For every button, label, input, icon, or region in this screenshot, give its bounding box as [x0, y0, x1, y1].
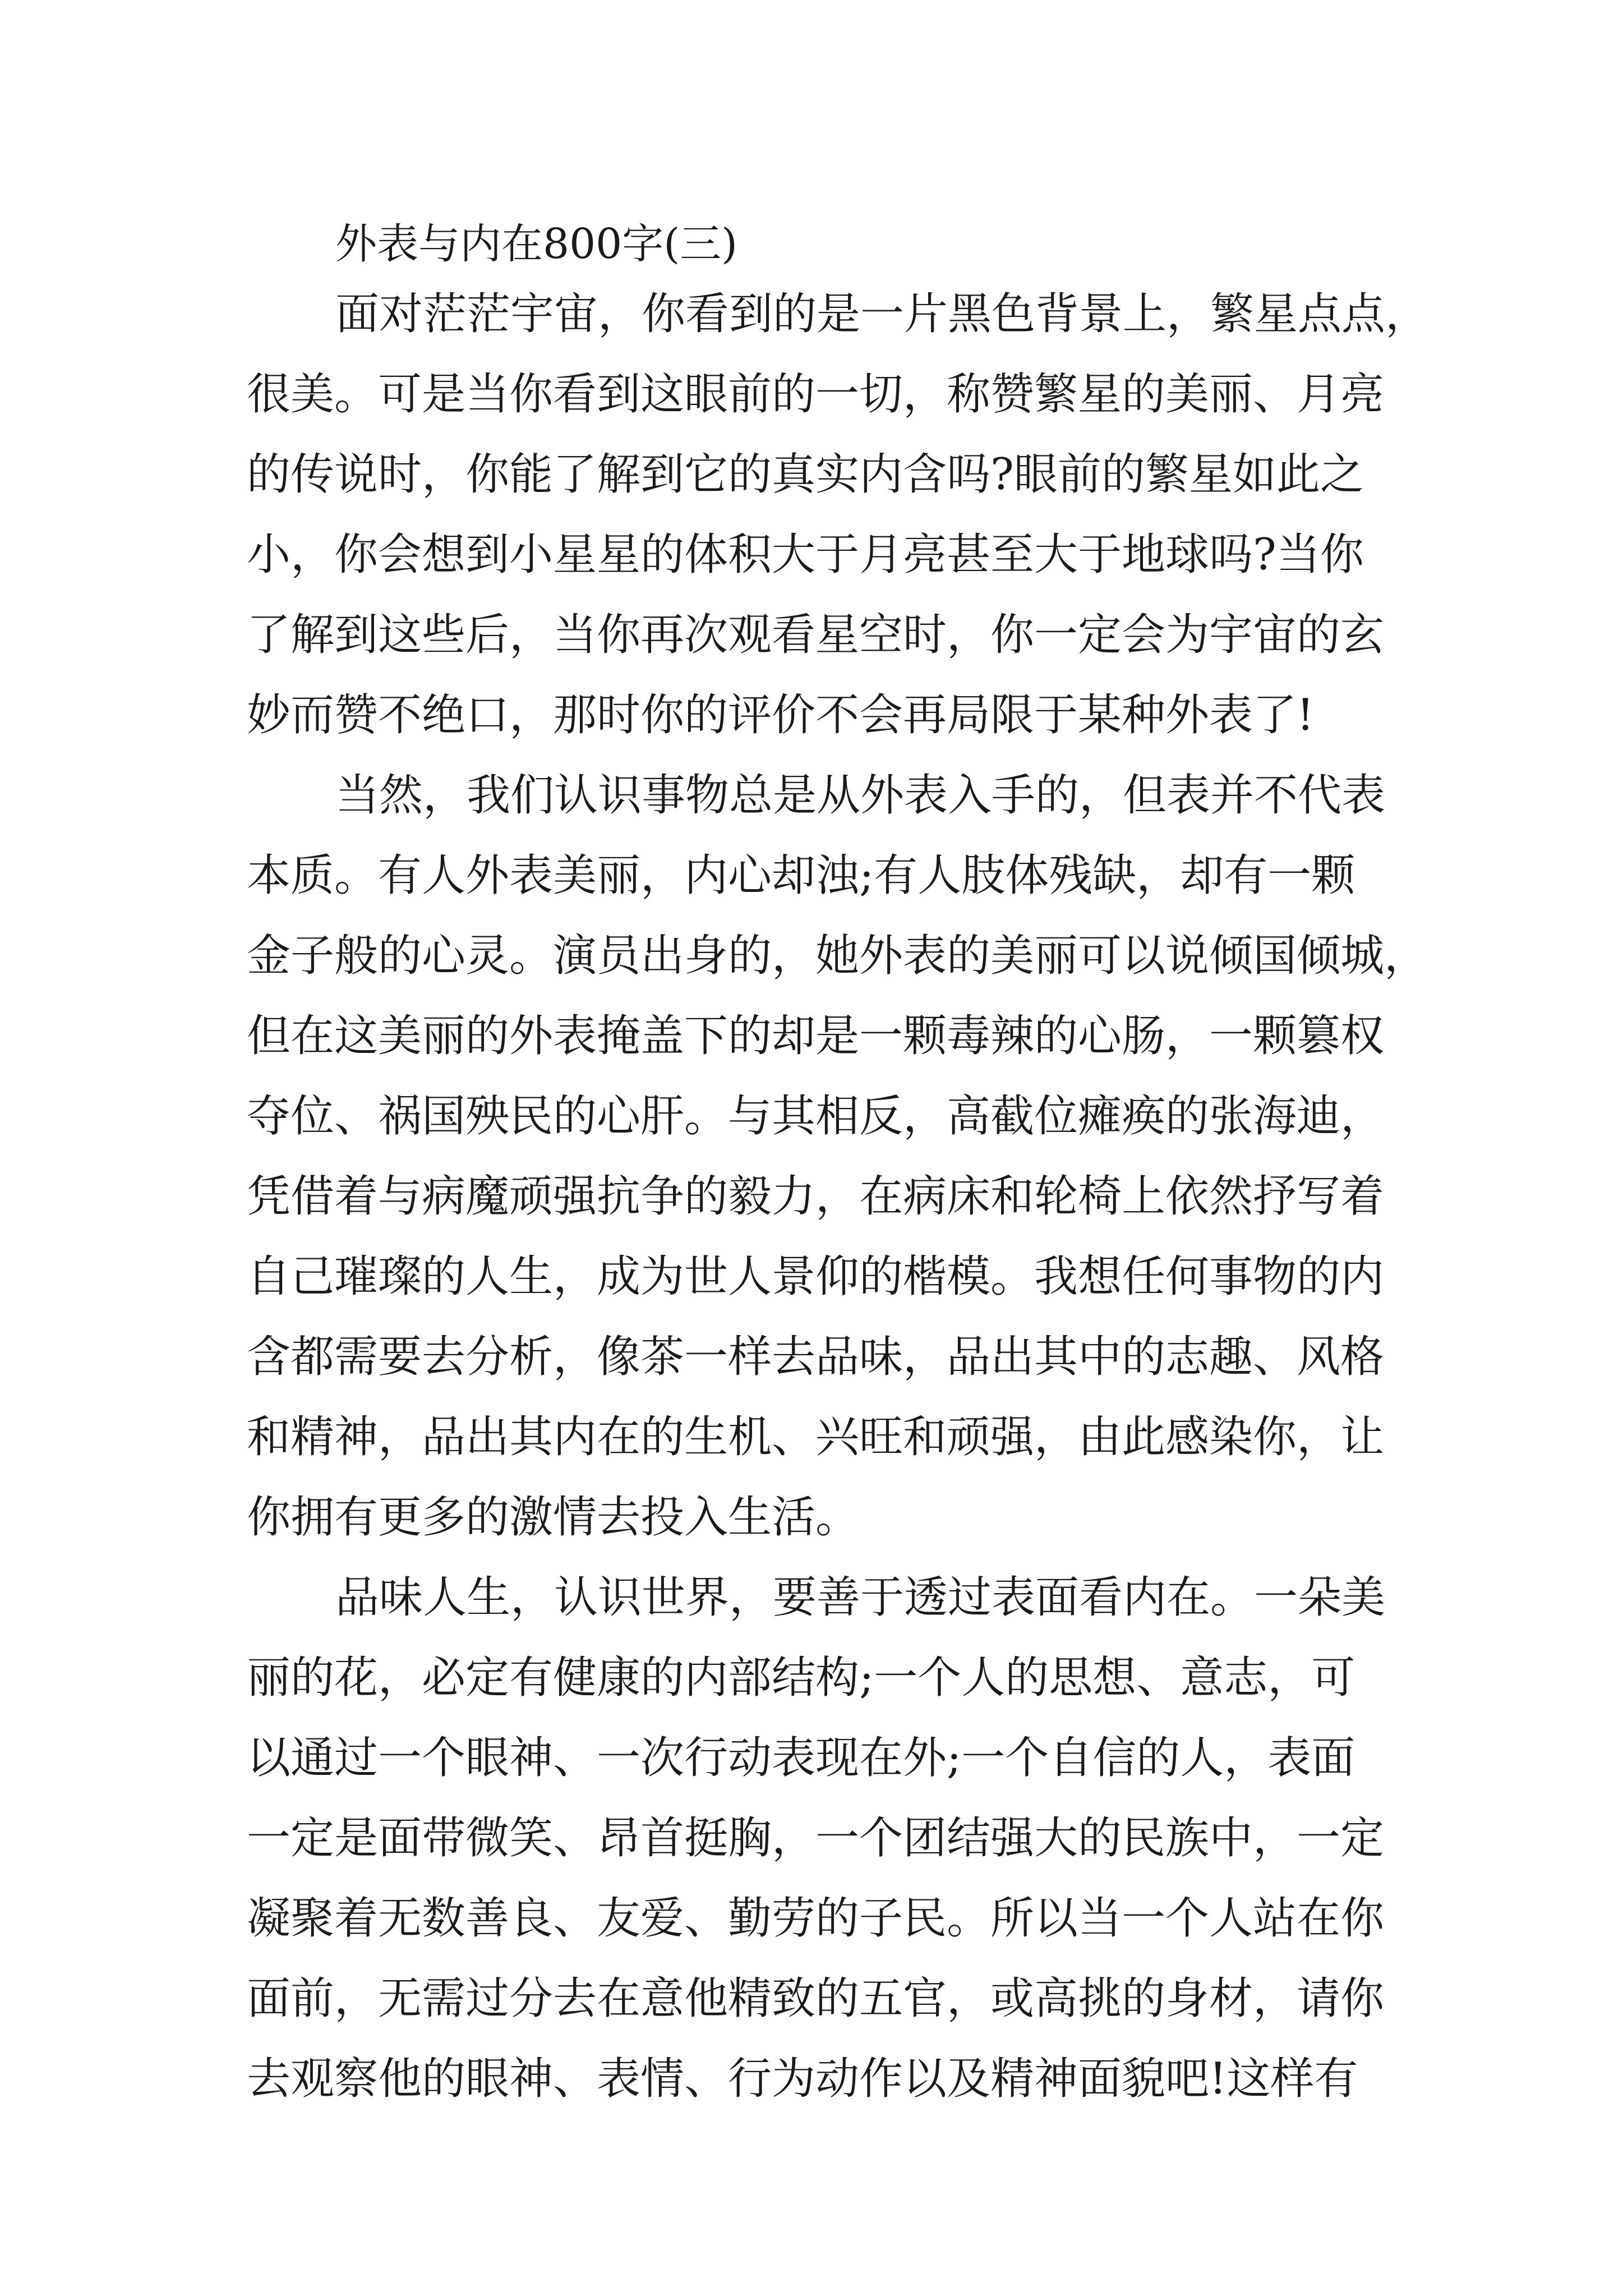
- essay-title: 外表与内在800字(三): [335, 220, 737, 268]
- text-line: 以通过一个眼神、一次行动表现在外;一个自信的人，表面: [247, 1733, 1355, 1783]
- text-line: 凭借着与病魔顽强抗争的毅力，在病床和轮椅上依然抒写着: [247, 1171, 1385, 1222]
- text-line: 你拥有更多的激情去投入生活。: [247, 1492, 860, 1543]
- text-line: 很美。可是当你看到这眼前的一切，称赞繁星的美丽、月亮: [247, 369, 1385, 420]
- text-line: 本质。有人外表美丽，内心却浊;有人肢体残缺，却有一颗: [247, 850, 1355, 901]
- text-line: 小，你会想到小星星的体积大于月亮甚至大于地球吗?当你: [247, 530, 1364, 580]
- text-line: 妙而赞不绝口，那时你的评价不会再局限于某种外表了!: [247, 690, 1315, 740]
- text-line: 丽的花，必定有健康的内部结构;一个人的思想、意志，可: [247, 1653, 1355, 1703]
- text-line: 去观察他的眼神、表情、行为动作以及精神面貌吧!这样有: [247, 2054, 1358, 2104]
- text-line: 凝聚着无数善良、友爱、勤劳的子民。所以当一个人站在你: [247, 1893, 1385, 1944]
- text-line: 夺位、祸国殃民的心肝。与其相反，高截位瘫痪的张海迪，: [247, 1091, 1385, 1142]
- text-line: 金子般的心灵。演员出身的，她外表的美丽可以说倾国倾城，: [247, 931, 1428, 981]
- text-line: 当然，我们认识事物总是从外表入手的，但表并不代表: [335, 770, 1386, 821]
- text-line: 含都需要去分析，像茶一样去品味，品出其中的志趣、风格: [247, 1332, 1385, 1382]
- text-line: 品味人生，认识世界，要善于透过表面看内在。一朵美: [335, 1572, 1386, 1623]
- text-line: 面对茫茫宇宙，你看到的是一片黑色背景上，繁星点点，: [335, 289, 1430, 339]
- text-line: 和精神，品出其内在的生机、兴旺和顽强，由此感染你，让: [247, 1412, 1385, 1462]
- text-line: 了解到这些后，当你再次观看星空时，你一定会为宇宙的玄: [247, 610, 1385, 660]
- text-line: 面前，无需过分去在意他精致的五官，或高挑的身材，请你: [247, 1973, 1385, 2024]
- text-line: 自己璀璨的人生，成为世人景仰的楷模。我想任何事物的内: [247, 1251, 1385, 1302]
- text-line: 但在这美丽的外表掩盖下的却是一颗毒辣的心肠，一颗篡权: [247, 1011, 1385, 1061]
- text-line: 一定是面带微笑、昂首挺胸，一个团结强大的民族中，一定: [247, 1813, 1385, 1864]
- text-line: 的传说时，你能了解到它的真实内含吗?眼前的繁星如此之: [247, 449, 1364, 500]
